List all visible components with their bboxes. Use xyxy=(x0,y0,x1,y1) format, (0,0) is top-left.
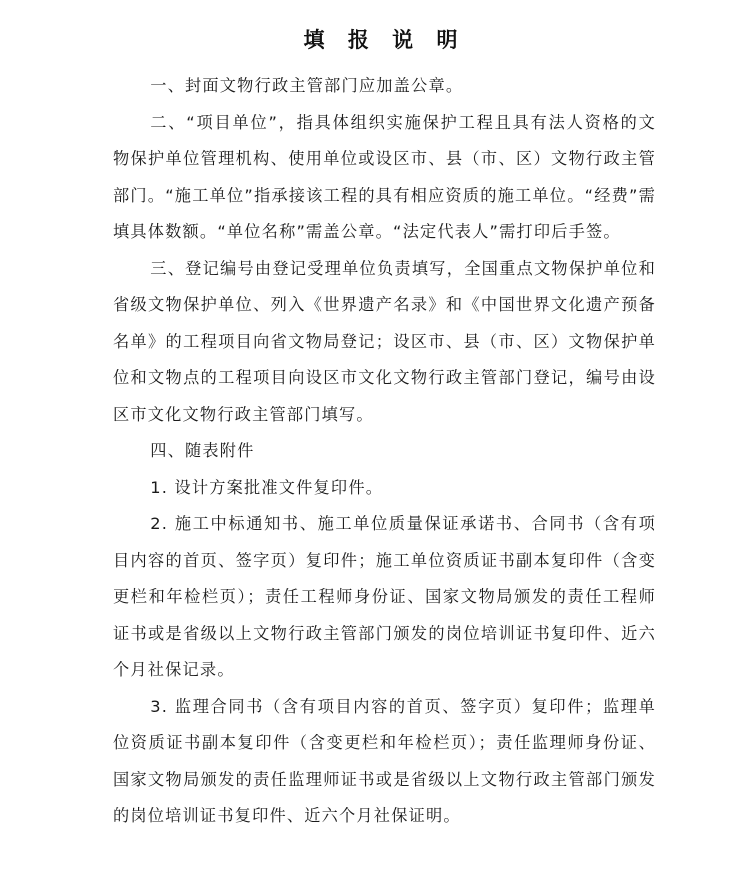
paragraph-attachments-heading: 四、随表附件 xyxy=(150,441,255,460)
paragraph-attachment-3: 3. 监理合同书（含有项目内容的首页、签字页）复印件；监理单位资质证书副本复印件（含变更栏和年检栏页）；责任监理师身份证、国家文物局颁发的责任监理师证书或是省级以上文物行政主管部门颁发的岗位培训证书复印件、近六个月社保证明。 xyxy=(113,696,656,825)
paragraph-registration: 三、登记编号由登记受理单位负责填写，全国重点文物保护单位和省级文物保护单位、列入《世界遗产名录》和《中国世界文化遗产预备名单》的工程项目向省文物局登记；设区市、县（市、区）文物保护单位和文物点的工程项目向设区市文化文物行政主管部门登记，编号由设区市文化文物行政主管部门填写。 xyxy=(113,258,656,424)
document-title: 填 报 说 明 xyxy=(303,28,466,52)
paragraph-attachment-2: 2. 施工中标通知书、施工单位质量保证承诺书、合同书（含有项目内容的首页、签字页）复印件；施工单位资质证书副本复印件（含变更栏和年检栏页）；责任工程师身份证、国家文物局颁发的责任工程师证书或是省级以上文物行政主管部门颁发的岗位培训证书复印件、近六个月社保记录。 xyxy=(113,514,656,679)
paragraph-attachment-1: 1. 设计方案批准文件复印件。 xyxy=(150,477,384,497)
paragraph-definitions: 二、“项目单位”，指具体组织实施保护工程且具有法人资格的文物保护单位管理机构、使用单位或设区市、县（市、区）文物行政主管部门。“施工单位”指承接该工程的具有相应资质的施工单位。“经费”需填具体数额。“单位名称”需盖公章。“法定代表人”需打印后手签。 xyxy=(113,112,656,241)
paragraph-seal-requirement: 一、封面文物行政主管部门应加盖公章。 xyxy=(150,76,464,95)
